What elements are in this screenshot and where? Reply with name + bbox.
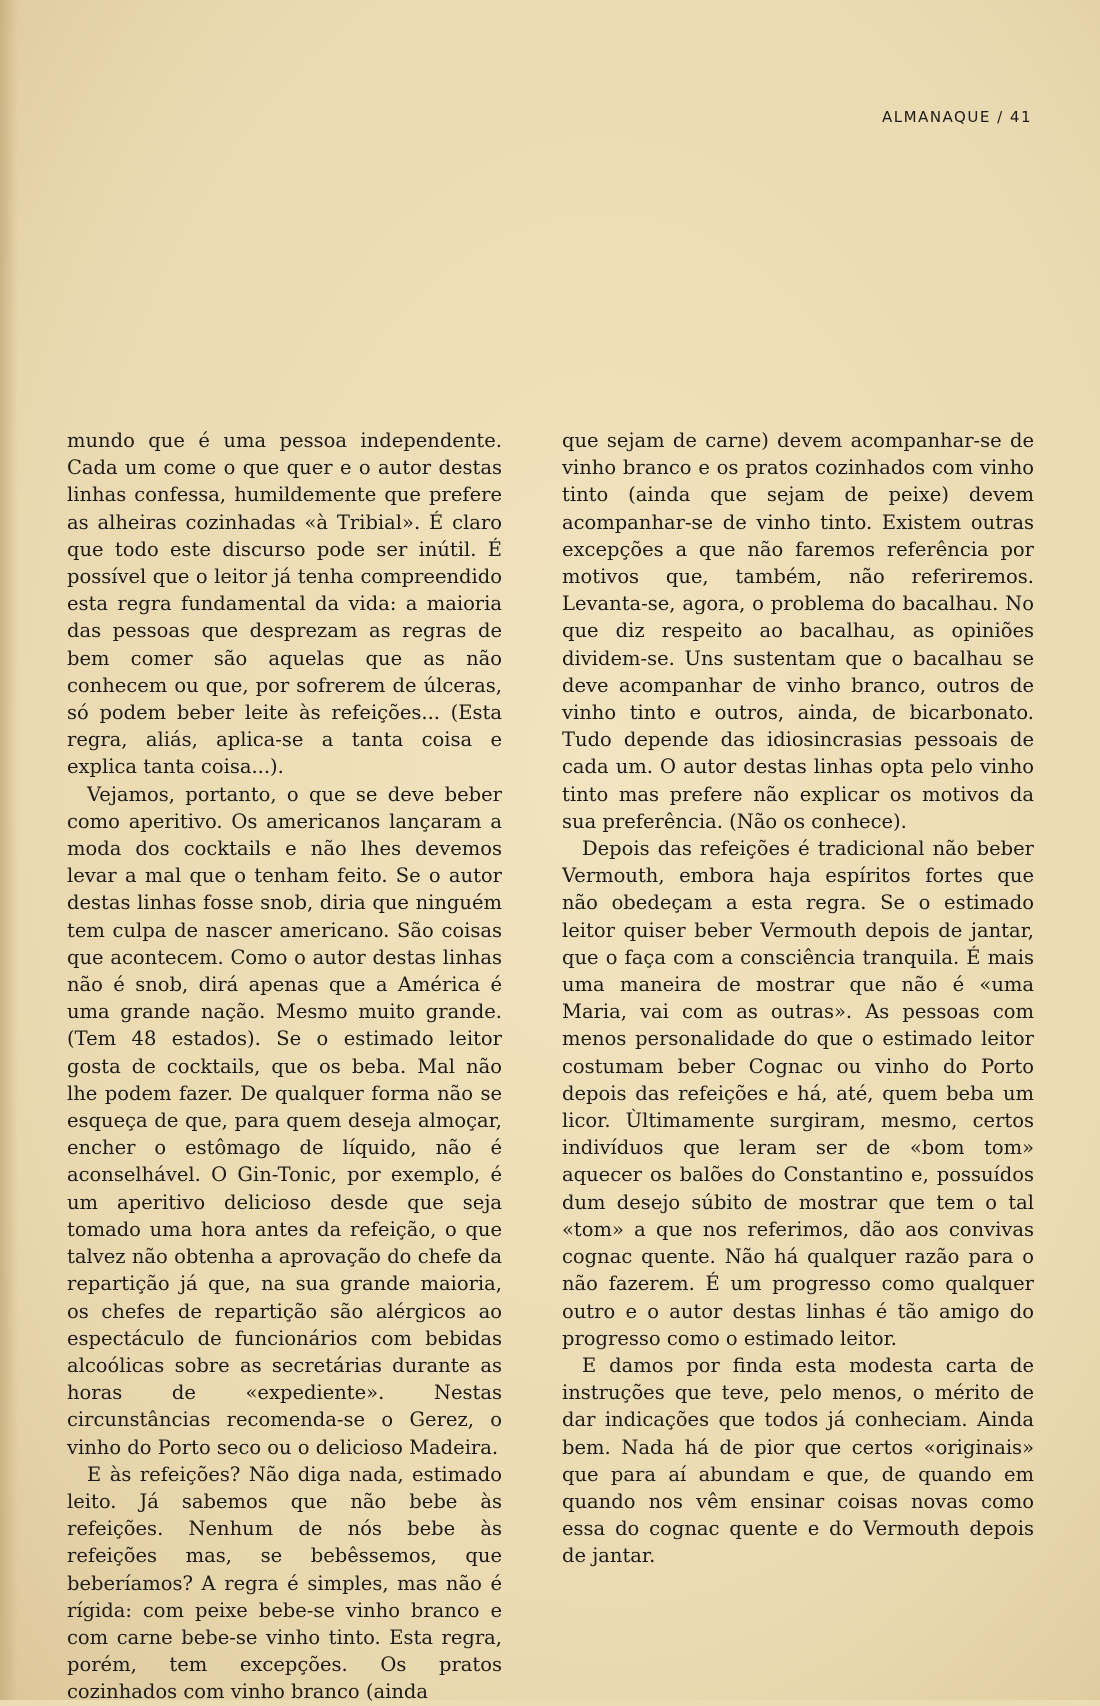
right-text-column <box>562 427 1034 1570</box>
paragraph: Depois das refeições é tradicional não beber Vermouth, embora haja espíritos fortes que não obedeçam a esta regra. Se o estimado leitor quiser beber Vermouth depois de jantar, que o faça com a consciência tranquila. É mais uma maneira de mostrar que não é «uma Maria, vai com as outras». As pessoas com menos personalidade do que o estimado leitor costumam beber Cognac ou vinho do Porto depois das refeições e há, até, quem beba um licor. Ùltimamente surgiram, mesmo, certos indivíduos que leram ser de «bom tom» aquecer os balões do Constantino e, possuídos dum desejo súbito de mostrar que tem o tal «tom» a que nos referimos, dão aos convivas cognac quente. Não há qualquer razão para o não fazerem. É um progresso como qualquer outro e o autor destas linhas é tão amigo do progresso como o estimado leitor. <box>562 837 1034 1350</box>
paragraph: que sejam de carne) devem acompanhar-se de vinho branco e os pratos cozinhados com vinho tinto (ainda que sejam de peixe) devem acompanhar-se de vinho tinto. Existem outras excepções a que não faremos referência por motivos que, também, não referiremos. Levanta-se, agora, o problema do bacalhau. No que diz respeito ao bacalhau, as opiniões dividem-se. Uns sustentam que o bacalhau se deve acompanhar de vinho branco, outros de vinho tinto e outros, ainda, de bicarbonato. Tudo depende das idiosincrasias pessoais de cada um. O autor destas linhas opta pelo vinho tinto mas prefere não explicar os motivos da sua preferência. (Não os conhece). <box>562 429 1034 833</box>
left-text-column <box>67 427 502 1706</box>
paragraph: mundo que é uma pessoa independente. Cada um come o que quer e o autor destas linhas confessa, humildemente que prefere as alheiras cozinhadas «à Tribial». É claro que todo este discurso pode ser inútil. É possível que o leitor já tenha compreendido esta regra fundamental da vida: a maioria das pessoas que desprezam as regras de bem comer são aquelas que as não conhecem ou que, por sofrerem de úlceras, só podem beber leite às refeições... (Esta regra, aliás, aplica-se a tanta coisa e explica tanta coisa...). <box>67 429 502 779</box>
paragraph: E damos por finda esta modesta carta de instruções que teve, pelo menos, o mérito de dar indicações que todos já conheciam. Ainda bem. Nada há de pior que certos «originais» que para aí abundam e que, de quando em quando nos vêm ensinar coisas novas como essa do cognac quente e do Vermouth depois de jantar. <box>562 1353 1034 1568</box>
running-header: ALMANAQUE / 41 <box>882 108 1032 126</box>
paragraph: E às refeições? Não diga nada, estimado leito. Já sabemos que não bebe às refeições. Nenhum de nós bebe às refeições mas, se bebêssemos, que beberíamos? A regra é simples, mas não é rígida: com peixe bebe-se vinho branco e com carne bebe-se vinho tinto. Esta regra, porém, tem excepções. Os pratos cozinhados com vinho branco (ainda <box>67 1462 502 1704</box>
paragraph: Vejamos, portanto, o que se deve beber como aperitivo. Os americanos lançaram a moda dos cocktails e não lhes devemos levar a mal que o tenham feito. Se o autor destas linhas fosse snob, diria que ninguém tem culpa de nascer americano. São coisas que acontecem. Como o autor destas linhas não é snob, dirá apenas que a América é uma grande nação. Mesmo muito grande. (Tem 48 estados). Se o estimado leitor gosta de cocktails, que os beba. Mal não lhe podem fazer. De qualquer forma não se esqueça de que, para quem deseja almoçar, encher o estômago de líquido, não é aconselhável. O Gin-Tonic, por exemplo, é um aperitivo delicioso desde que seja tomado uma hora antes da refeição, o que talvez não obtenha a aprovação do chefe da repartição já que, na sua grande maioria, os chefes de repartição são alérgicos ao espectáculo de funcionários com bebidas alcoólicas sobre as secretárias durante as horas de «expediente». Nestas circunstâncias recomenda-se o Gerez, o vinho do Porto seco ou o delicioso Madeira. <box>67 782 502 1459</box>
page-binding-edge <box>0 0 18 1700</box>
